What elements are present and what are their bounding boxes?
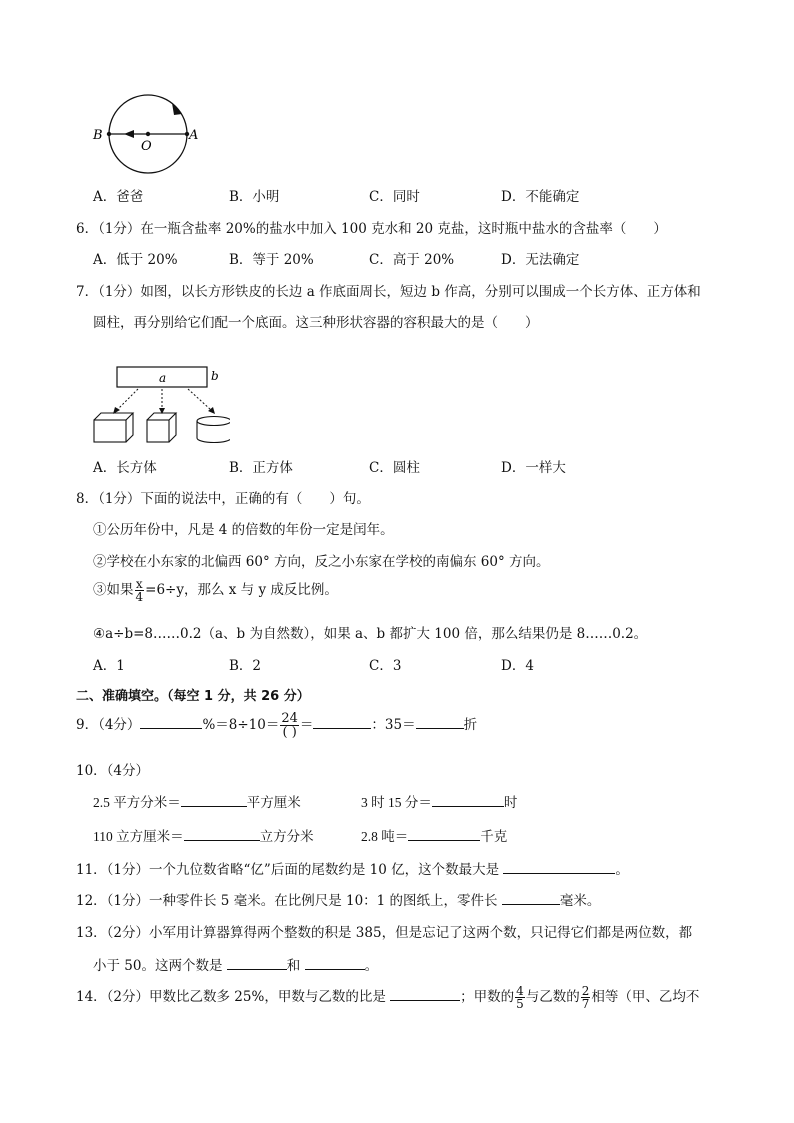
q10-b-suffix: 时 xyxy=(503,795,518,810)
label-b: B xyxy=(93,128,103,143)
q14-f1-numerator: 4 xyxy=(516,984,524,998)
q10-c-prefix: 110 立方厘米＝ xyxy=(93,829,184,844)
q14-fraction-1 xyxy=(515,985,525,1010)
q9-blank-2[interactable] xyxy=(313,714,371,729)
arrowhead-circle xyxy=(172,103,182,115)
q13-blank-2[interactable] xyxy=(305,955,365,970)
q10-item-c xyxy=(93,825,314,845)
q13-blank-1[interactable] xyxy=(227,955,287,970)
q9-part-4: 折 xyxy=(463,717,478,733)
sheet-label-a: a xyxy=(159,371,167,385)
cuboid-shape xyxy=(94,413,133,442)
q6-option-d: D．无法确定 xyxy=(501,252,580,268)
arrow-to-cylinder xyxy=(188,389,211,410)
q5-option-b: B．小明 xyxy=(229,189,280,205)
q11-end: 。 xyxy=(615,862,629,878)
q9-denominator: ( ) xyxy=(282,725,297,740)
q11-stem: 11．（1分）一个九位数省略“亿”后面的尾数约是 10 亿，这个数最大是 xyxy=(76,862,504,878)
q12-line xyxy=(76,889,600,909)
q13-line-1: 13．（2分）小军用计算器算得两个整数的积是 385，但是忘记了这两个数，只记得它们都是两位数，都 xyxy=(76,925,693,941)
q10-prefix: 10．（4分） xyxy=(76,763,150,779)
cube-shape xyxy=(147,413,176,442)
q8-option-a: A．1 xyxy=(93,658,125,674)
q10-blank-b[interactable] xyxy=(432,792,504,807)
q10-item-a xyxy=(93,791,301,811)
q8-stem: 8．（1分）下面的说法中，正确的有（ ）句。 xyxy=(76,491,370,507)
q8-option-b: B．2 xyxy=(229,658,262,674)
arrowhead-left xyxy=(124,130,134,138)
q7-shapes-figure xyxy=(90,364,230,446)
q10-blank-a[interactable] xyxy=(181,792,247,807)
q11-line xyxy=(76,858,629,878)
q7-option-a: A．长方体 xyxy=(93,460,157,476)
q8-s3-fraction xyxy=(135,578,145,603)
q9-fraction xyxy=(280,712,299,739)
q9-part-2: ＝ xyxy=(299,717,314,733)
q9-prefix: 9．（4分） xyxy=(76,717,141,733)
q8-statement-2: ②学校在小东家的北偏西 60° 方向，反之小东家在学校的南偏东 60° 方向。 xyxy=(93,554,550,570)
q9-blank-3[interactable] xyxy=(416,714,464,729)
q7-option-d: D．一样大 xyxy=(501,460,566,476)
q12-end: 毫米。 xyxy=(559,893,601,909)
q13-stem: 小于 50。这两个数是 xyxy=(93,958,227,974)
point-o xyxy=(146,132,150,136)
q5-option-a: A．爸爸 xyxy=(93,189,144,205)
q8-statement-1: ①公历年份中，凡是 4 的倍数的年份一定是闰年。 xyxy=(93,522,394,538)
q9-blank-1[interactable] xyxy=(140,714,202,729)
q14-line xyxy=(76,985,699,1010)
q5-option-d: D．不能确定 xyxy=(501,189,580,205)
q8-option-d: D．4 xyxy=(501,658,534,674)
q10-item-b xyxy=(361,791,517,811)
q9-part-3: ：35＝ xyxy=(371,717,416,733)
q14-end: 相等（甲、乙均不 xyxy=(591,989,700,1005)
q8-s3-suffix: =6÷y，那么 x 与 y 成反比例。 xyxy=(145,582,338,598)
q5-circle-figure xyxy=(88,92,208,178)
point-b xyxy=(107,132,111,136)
sheet-label-b: b xyxy=(211,369,219,383)
q8-s3-denominator: 4 xyxy=(135,590,144,604)
arrow-to-cuboid xyxy=(117,389,138,410)
q8-s3-numerator: x xyxy=(135,577,143,591)
q14-mid-2: 与乙数的 xyxy=(525,989,580,1005)
q14-mid: ；甲数的 xyxy=(460,989,515,1005)
q8-s3-prefix: ③如果 xyxy=(93,582,134,598)
q8-statement-3 xyxy=(93,578,338,603)
q7-stem-line1: 7．（1分）如图，以长方形铁皮的长边 a 作底面周长，短边 b 作高，分别可以围成一个长方体、正方体和 xyxy=(76,284,701,300)
q11-blank[interactable] xyxy=(503,859,615,874)
q13-line-2 xyxy=(93,954,378,974)
q14-stem: 14．（2分）甲数比乙数多 25%，甲数与乙数的比是 xyxy=(76,989,391,1005)
q13-and: 和 xyxy=(286,958,305,974)
q12-stem: 12．（1分）一种零件长 5 毫米。在比例尺是 10：1 的图纸上，零件长 xyxy=(76,893,502,909)
q14-fraction-2 xyxy=(581,985,591,1010)
label-a: A xyxy=(189,128,199,143)
q6-option-a: A．低于 20% xyxy=(93,252,178,268)
q14-f2-numerator: 2 xyxy=(581,984,590,998)
q14-f1-denominator: 5 xyxy=(516,997,524,1011)
q8-option-c: C．3 xyxy=(369,658,402,674)
q10-c-suffix: 立方分米 xyxy=(259,829,314,844)
q9-part-1: %＝8÷10＝ xyxy=(202,717,280,733)
q10-blank-d[interactable] xyxy=(408,826,480,841)
q13-end: 。 xyxy=(364,958,379,974)
section-2-title: 二、准确填空。（每空 1 分，共 26 分） xyxy=(76,689,310,704)
q9-line xyxy=(76,712,477,739)
q9-numerator: 24 xyxy=(281,711,298,726)
cylinder-shape xyxy=(197,417,230,443)
q10-a-prefix: 2.5 平方分米＝ xyxy=(93,795,181,810)
q7-option-c: C．圆柱 xyxy=(369,460,420,476)
q6-option-b: B．等于 20% xyxy=(229,252,314,268)
q10-d-suffix: 千克 xyxy=(480,829,508,844)
q10-blank-c[interactable] xyxy=(184,826,260,841)
q5-option-c: C．同时 xyxy=(369,189,420,205)
q10-b-prefix: 3 时 15 分＝ xyxy=(361,795,432,810)
q12-blank[interactable] xyxy=(502,890,560,905)
label-o: O xyxy=(141,139,152,154)
q8-statement-4: ④a÷b=8……0.2（a、b 为自然数），如果 a、b 都扩大 100 倍，那么结果仍是 8……0.2。 xyxy=(93,626,648,642)
q6-stem: 6．（1分）在一瓶含盐率 20%的盐水中加入 100 克水和 20 克盐，这时瓶中盐水的含盐率（ ） xyxy=(76,221,667,237)
q7-option-b: B．正方体 xyxy=(229,460,293,476)
q6-option-c: C．高于 20% xyxy=(369,252,455,268)
q10-a-suffix: 平方厘米 xyxy=(246,795,301,810)
q14-blank-1[interactable] xyxy=(390,986,460,1001)
q14-f2-denominator: 7 xyxy=(581,997,590,1011)
q10-item-d xyxy=(361,825,507,845)
q7-stem-line2: 圆柱，再分别给它们配一个底面。这三种形状容器的容积最大的是（ ） xyxy=(93,315,539,331)
q10-d-prefix: 2.8 吨＝ xyxy=(361,829,409,844)
